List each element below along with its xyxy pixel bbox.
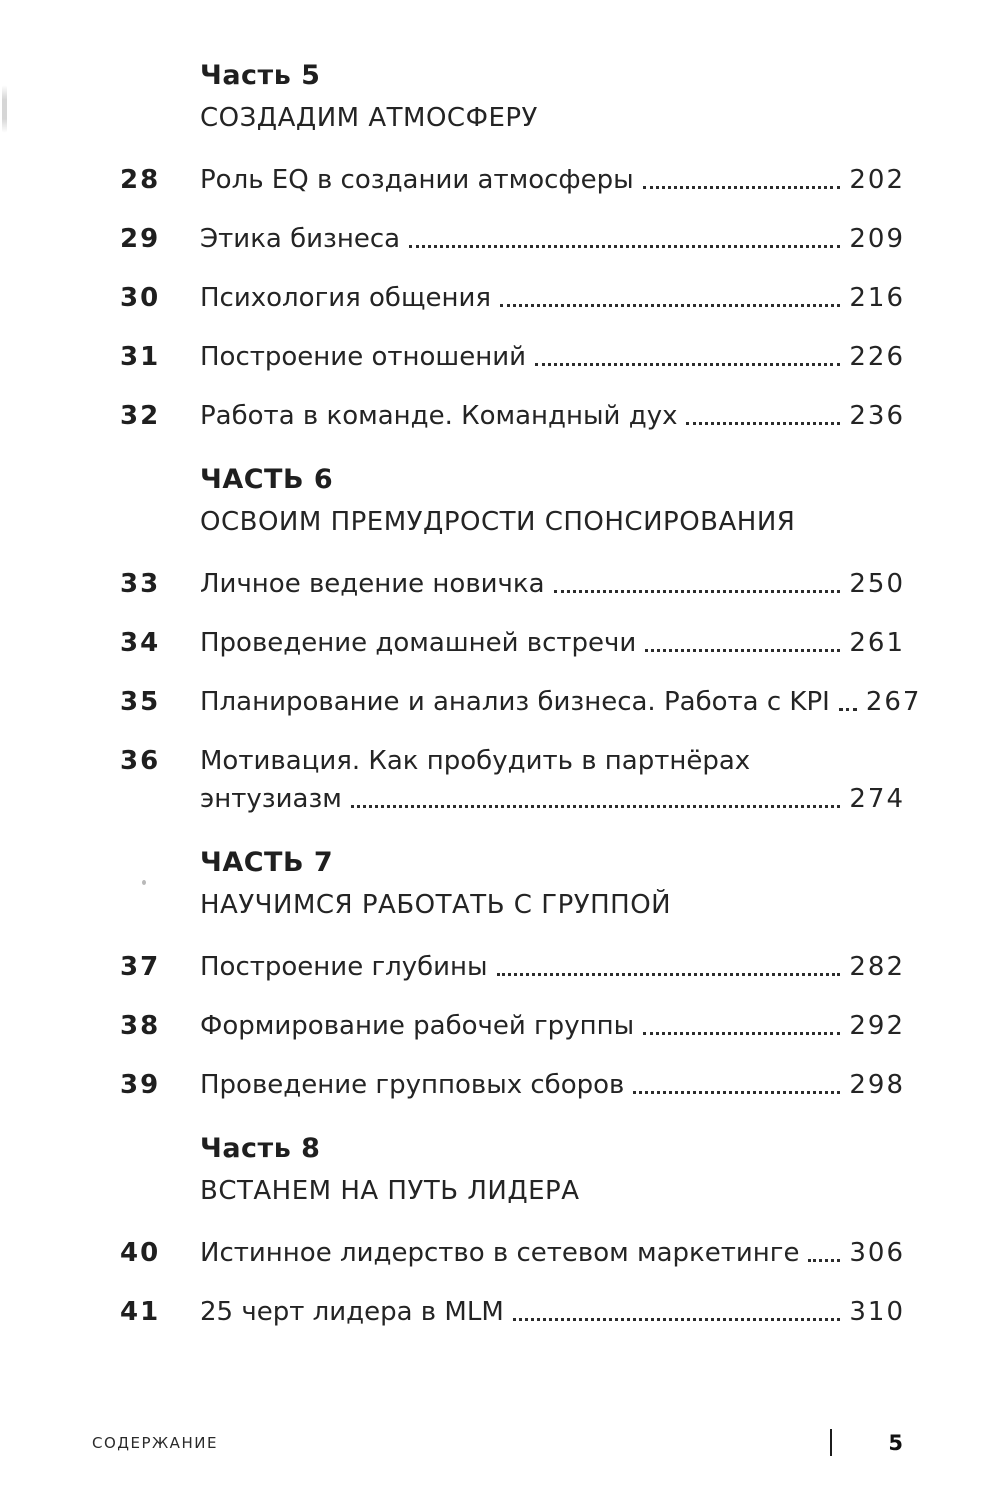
entry-body bbox=[200, 164, 905, 196]
dotted-leader bbox=[500, 304, 840, 307]
entry-number: 38 bbox=[120, 1011, 161, 1041]
entry-number: 39 bbox=[120, 1070, 161, 1100]
dotted-leader bbox=[497, 973, 841, 976]
dotted-leader bbox=[513, 1318, 841, 1321]
dotted-leader bbox=[808, 1259, 840, 1262]
dotted-leader bbox=[643, 1032, 840, 1035]
part-title: НАУЧИМСЯ РАБОТАТЬ С ГРУППОЙ bbox=[200, 890, 672, 920]
toc-entry bbox=[120, 951, 905, 983]
entry-number: 28 bbox=[120, 165, 161, 195]
entry-list bbox=[120, 568, 922, 815]
entry-number: 30 bbox=[120, 283, 161, 313]
entry-page-number: 250 bbox=[849, 569, 905, 599]
entry-number: 29 bbox=[120, 224, 161, 254]
footer-right-group bbox=[830, 1429, 903, 1456]
entry-page-number: 202 bbox=[849, 165, 905, 195]
part-label: ЧАСТЬ 6 bbox=[200, 464, 334, 495]
entry-list bbox=[120, 164, 905, 432]
entry-page-number: 306 bbox=[849, 1238, 905, 1268]
toc-section bbox=[120, 464, 922, 815]
entry-list bbox=[120, 1237, 905, 1328]
entry-body bbox=[200, 1237, 905, 1269]
entry-body bbox=[200, 627, 905, 659]
entry-page-number: 298 bbox=[849, 1070, 905, 1100]
entry-page-number: 267 bbox=[865, 687, 922, 717]
entry-number: 35 bbox=[120, 687, 161, 717]
entry-body bbox=[200, 1069, 905, 1101]
toc-entry bbox=[120, 341, 905, 373]
part-title: ОСВОИМ ПРЕМУДРОСТИ СПОНСИРОВАНИЯ bbox=[200, 507, 796, 537]
entry-body bbox=[200, 568, 905, 600]
entry-line bbox=[200, 164, 905, 196]
entry-body bbox=[200, 341, 905, 373]
entry-title: Психология общения bbox=[200, 283, 491, 313]
entry-line bbox=[200, 1010, 905, 1042]
toc-entry bbox=[120, 400, 905, 432]
entry-number: 33 bbox=[120, 569, 161, 599]
part-label: ЧАСТЬ 7 bbox=[200, 847, 334, 878]
entry-line bbox=[200, 627, 905, 659]
entry-title: Проведение групповых сборов bbox=[200, 1070, 625, 1100]
toc-entry bbox=[120, 282, 905, 314]
part-heading bbox=[200, 464, 905, 538]
entry-title: Построение глубины bbox=[200, 952, 488, 982]
scan-edge-shadow bbox=[2, 85, 7, 133]
footer-section-label: СОДЕРЖАНИЕ bbox=[92, 1433, 218, 1452]
entry-page-number: 282 bbox=[849, 952, 905, 982]
entry-page-number: 236 bbox=[849, 401, 905, 431]
entry-body bbox=[200, 282, 905, 314]
entry-list bbox=[120, 951, 905, 1101]
toc-entry bbox=[120, 745, 905, 815]
dotted-leader bbox=[409, 245, 840, 248]
dotted-leader bbox=[643, 186, 841, 189]
entry-line bbox=[200, 1069, 905, 1101]
entry-title-continued: энтузиазм bbox=[200, 784, 342, 814]
entry-page-number: 216 bbox=[849, 283, 905, 313]
entry-title: Личное ведение новичка bbox=[200, 569, 545, 599]
toc-entry bbox=[120, 1296, 905, 1328]
entry-body bbox=[200, 686, 922, 718]
entry-line-continued bbox=[200, 783, 905, 815]
entry-line bbox=[200, 951, 905, 983]
toc-entry bbox=[120, 223, 905, 255]
part-label: Часть 5 bbox=[200, 60, 321, 91]
part-heading bbox=[200, 847, 905, 921]
dotted-leader bbox=[839, 708, 857, 711]
entry-body bbox=[200, 951, 905, 983]
entry-line bbox=[200, 223, 905, 255]
entry-title: Этика бизнеса bbox=[200, 224, 401, 254]
part-label: Часть 8 bbox=[200, 1133, 321, 1164]
entry-page-number: 261 bbox=[849, 628, 905, 658]
page-footer bbox=[92, 1429, 903, 1456]
part-heading bbox=[200, 1133, 905, 1207]
dotted-leader bbox=[351, 805, 840, 808]
entry-number: 31 bbox=[120, 342, 161, 372]
entry-page-number: 310 bbox=[849, 1297, 905, 1327]
dotted-leader bbox=[686, 422, 840, 425]
dotted-leader bbox=[645, 649, 840, 652]
entry-title: Проведение домашней встречи bbox=[200, 628, 637, 658]
entry-title: 25 черт лидера в MLM bbox=[200, 1297, 504, 1327]
toc-entry bbox=[120, 1237, 905, 1269]
entry-title: Истинное лидерство в сетевом маркетинге bbox=[200, 1238, 800, 1268]
entry-body bbox=[200, 1296, 905, 1328]
part-title: ВСТАНЕМ НА ПУТЬ ЛИДЕРА bbox=[200, 1176, 580, 1206]
entry-line bbox=[200, 282, 905, 314]
entry-line bbox=[200, 400, 905, 432]
toc-entry bbox=[120, 1069, 905, 1101]
entry-line bbox=[200, 1296, 905, 1328]
entry-body bbox=[200, 745, 905, 815]
dotted-leader bbox=[633, 1091, 840, 1094]
table-of-contents bbox=[120, 60, 922, 1328]
entry-body bbox=[200, 223, 905, 255]
entry-page-number: 292 bbox=[849, 1011, 905, 1041]
entry-line bbox=[200, 1237, 905, 1269]
entry-title: Построение отношений bbox=[200, 342, 527, 372]
entry-body bbox=[200, 400, 905, 432]
entry-line bbox=[200, 341, 905, 373]
footer-page-number: 5 bbox=[888, 1430, 903, 1455]
entry-line bbox=[200, 568, 905, 600]
part-title: СОЗДАДИМ АТМОСФЕРУ bbox=[200, 103, 538, 133]
entry-number: 32 bbox=[120, 401, 161, 431]
entry-page-number: 274 bbox=[849, 784, 905, 814]
entry-title: Роль EQ в создании атмосферы bbox=[200, 165, 634, 195]
entry-number: 37 bbox=[120, 952, 161, 982]
entry-number: 41 bbox=[120, 1297, 161, 1327]
entry-number: 40 bbox=[120, 1238, 161, 1268]
entry-line bbox=[200, 745, 905, 777]
toc-entry bbox=[120, 164, 905, 196]
entry-body bbox=[200, 1010, 905, 1042]
toc-entry bbox=[120, 1010, 905, 1042]
toc-entry bbox=[120, 686, 922, 718]
entry-page-number: 209 bbox=[849, 224, 905, 254]
entry-number: 36 bbox=[120, 746, 161, 776]
entry-page-number: 226 bbox=[849, 342, 905, 372]
entry-number: 34 bbox=[120, 628, 161, 658]
toc-section bbox=[120, 60, 905, 432]
toc-section bbox=[120, 847, 905, 1101]
footer-divider-line bbox=[830, 1429, 832, 1456]
entry-title: Планирование и анализ бизнеса. Работа с KPI bbox=[200, 687, 830, 717]
entry-title: Мотивация. Как пробудить в партнёрах bbox=[200, 746, 751, 776]
toc-section bbox=[120, 1133, 905, 1328]
toc-entry bbox=[120, 568, 905, 600]
dotted-leader bbox=[535, 363, 840, 366]
entry-title: Работа в команде. Командный дух bbox=[200, 401, 678, 431]
dotted-leader bbox=[554, 590, 841, 593]
entry-line bbox=[200, 686, 922, 718]
part-heading bbox=[200, 60, 905, 134]
entry-title: Формирование рабочей группы bbox=[200, 1011, 635, 1041]
toc-entry bbox=[120, 627, 905, 659]
